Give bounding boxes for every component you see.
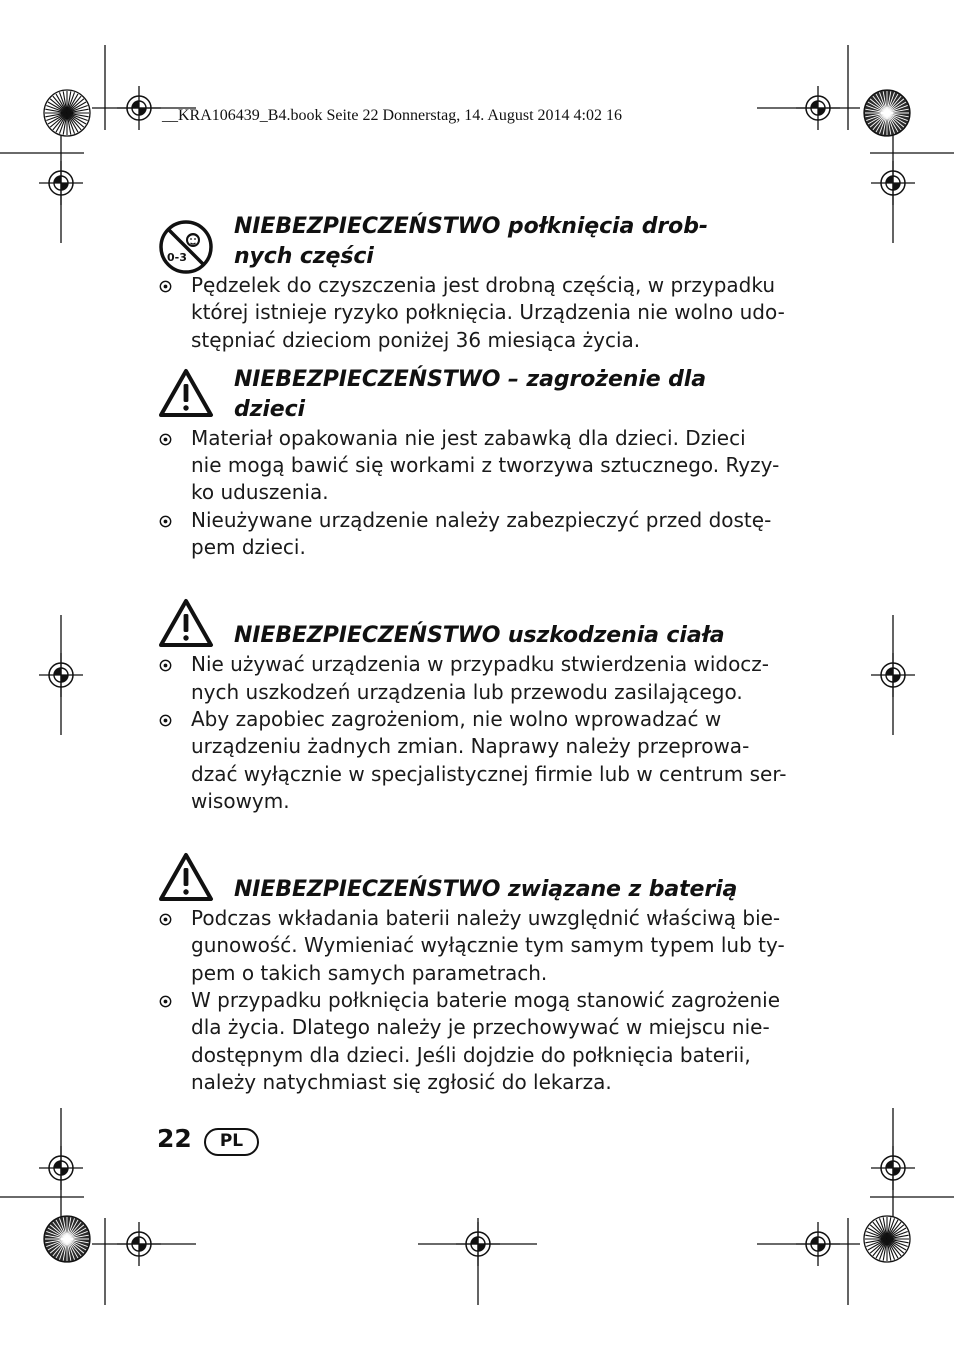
section-heading [157, 597, 797, 651]
registration-mark-icon [871, 653, 915, 697]
section-heading [157, 365, 797, 425]
title-line: nych części [234, 244, 374, 269]
circle-bullet-icon [159, 433, 172, 446]
list-item: Podczas wkładania baterii należy uwzględnić właściwą bie- gunowość. Wymieniać wyłącznie tym samym typem lub ty- pem o takich samych parametrach. [157, 905, 797, 987]
circle-bullet-icon [159, 515, 172, 528]
registration-mark-icon [796, 86, 840, 130]
title-line: NIEBEZPIECZEŃSTWO związane z baterią [234, 877, 738, 903]
section-title [234, 212, 779, 272]
section-title [234, 365, 779, 425]
section-heading [157, 212, 797, 272]
section-battery-hazard [157, 851, 797, 1096]
registration-mark-icon [39, 1146, 83, 1190]
warning-triangle-icon [157, 597, 215, 649]
list-item: Aby zapobiec zagrożeniom, nie wolno wprowadzać w urządzeniu żadnych zmian. Naprawy należy przeprowa- dzać wyłącznie w specjalistycznej firmie lub w centrum ser- wisowym. [157, 706, 797, 815]
title-line: dzieci [234, 396, 305, 422]
starburst-color-bar-icon [864, 90, 910, 136]
language-badge: PL [204, 1128, 259, 1156]
circle-bullet-icon [159, 913, 172, 926]
section-title [234, 875, 779, 905]
list-item: W przypadku połknięcia baterie mogą stanowić zagrożenie dla życia. Dlatego należy je przechowywać w miejscu nie- dostępnym dla dzieci. Jeśli dojdzie do połknięcia baterii, należy natychmiast się zgłosić do lekarza. [157, 987, 797, 1096]
bullet-list [157, 905, 797, 1096]
age-label: 0-3 [167, 251, 187, 264]
bullet-list [157, 651, 797, 815]
no-children-0-3-icon [157, 218, 215, 276]
bullet-list [157, 272, 797, 354]
page-number: 22 [157, 1124, 192, 1153]
circle-bullet-icon [159, 995, 172, 1008]
starburst-color-bar-icon [44, 1216, 90, 1262]
starburst-color-bar-icon [864, 1216, 910, 1262]
section-bodily-injury [157, 597, 797, 815]
warning-triangle-icon [157, 367, 215, 419]
circle-bullet-icon [159, 714, 172, 727]
registration-mark-icon [871, 1146, 915, 1190]
registration-mark-icon [39, 653, 83, 697]
safety-warnings [157, 212, 797, 1096]
registration-mark-icon [39, 161, 83, 205]
title-line: NIEBEZPIECZEŃSTWO połknięcia drob- [234, 214, 708, 239]
list-item: Nie używać urządzenia w przypadku stwierdzenia widocz- nych uszkodzeń urządzenia lub przewodu zasilającego. [157, 651, 797, 706]
starburst-color-bar-icon [44, 90, 90, 136]
section-heading [157, 851, 797, 905]
print-info-line: __KRA106439_B4.book Seite 22 Donnerstag, 14. August 2014 4:02 16 [162, 107, 622, 124]
registration-mark-icon [871, 161, 915, 205]
registration-mark-icon [117, 1222, 161, 1266]
circle-bullet-icon [159, 659, 172, 672]
list-item: Nieużywane urządzenie należy zabezpieczyć przed dostę- pem dzieci. [157, 507, 797, 562]
warning-triangle-icon [157, 851, 215, 903]
registration-mark-icon [117, 86, 161, 130]
section-title [234, 621, 779, 651]
title-line: NIEBEZPIECZEŃSTWO uszkodzenia ciała [234, 623, 725, 649]
bullet-list [157, 425, 797, 561]
section-danger-children [157, 365, 797, 561]
title-line: NIEBEZPIECZEŃSTWO – zagrożenie dla [234, 366, 706, 392]
section-choking-hazard [157, 212, 797, 354]
list-item: Pędzelek do czyszczenia jest drobną częścią, w przypadku której istnieje ryzyko połknięcia. Urządzenia nie wolno udo- stępniać dzieciom poniżej 36 miesiąca życia. [157, 272, 797, 354]
circle-bullet-icon [159, 280, 172, 293]
registration-mark-icon [456, 1222, 500, 1266]
list-item: Materiał opakowania nie jest zabawką dla dzieci. Dzieci nie mogą bawić się workami z tworzywa sztucznego. Ryzy- ko uduszenia. [157, 425, 797, 507]
registration-mark-icon [796, 1222, 840, 1266]
